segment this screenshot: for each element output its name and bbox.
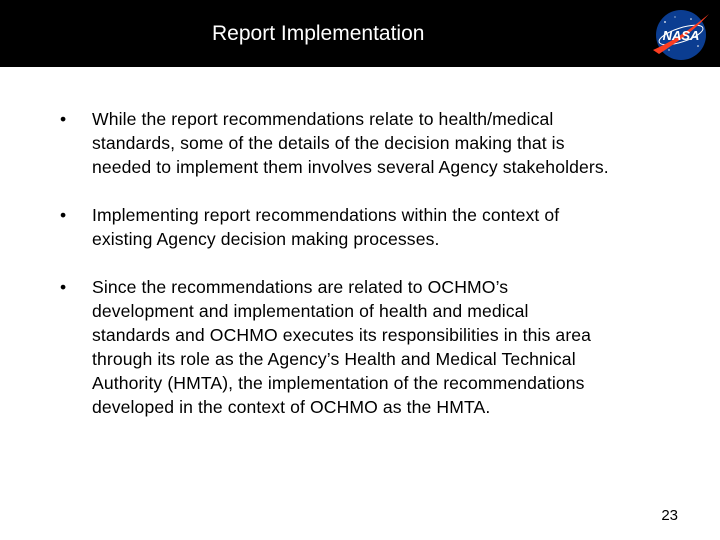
page-number: 23	[661, 507, 678, 524]
bullet-line: needed to implement them involves several Agency stakeholders.	[92, 157, 609, 177]
bullet-mark: •	[60, 277, 67, 297]
slide-title: Report Implementation	[212, 22, 425, 45]
bullet-line: Implementing report recommendations within the context of	[92, 205, 560, 225]
bullet-list	[60, 107, 700, 419]
bullet-line: Since the recommendations are related to OCHMO’s	[92, 277, 509, 297]
bullet-item	[60, 203, 700, 251]
bullet-item	[60, 275, 700, 419]
nasa-meatball-logo-icon	[651, 8, 711, 62]
bullet-line: Authority (HMTA), the implementation of the recommendations	[92, 373, 585, 393]
bullet-item	[60, 107, 700, 179]
bullet-line: through its role as the Agency’s Health and Medical Technical	[92, 349, 576, 369]
bullet-line: While the report recommendations relate to health/medical	[92, 109, 554, 129]
bullet-line: development and implementation of health and medical	[92, 301, 529, 321]
logo-text: NASA	[662, 28, 700, 43]
bullet-line: standards, some of the details of the decision making that is	[92, 133, 565, 153]
bullet-line: existing Agency decision making processes.	[92, 229, 440, 249]
bullet-mark: •	[60, 109, 67, 129]
header-bar	[0, 0, 720, 67]
bullet-mark: •	[60, 205, 67, 225]
bullet-line: standards and OCHMO executes its responsibilities in this area	[92, 325, 592, 345]
bullet-line: developed in the context of OCHMO as the HMTA.	[92, 397, 491, 417]
